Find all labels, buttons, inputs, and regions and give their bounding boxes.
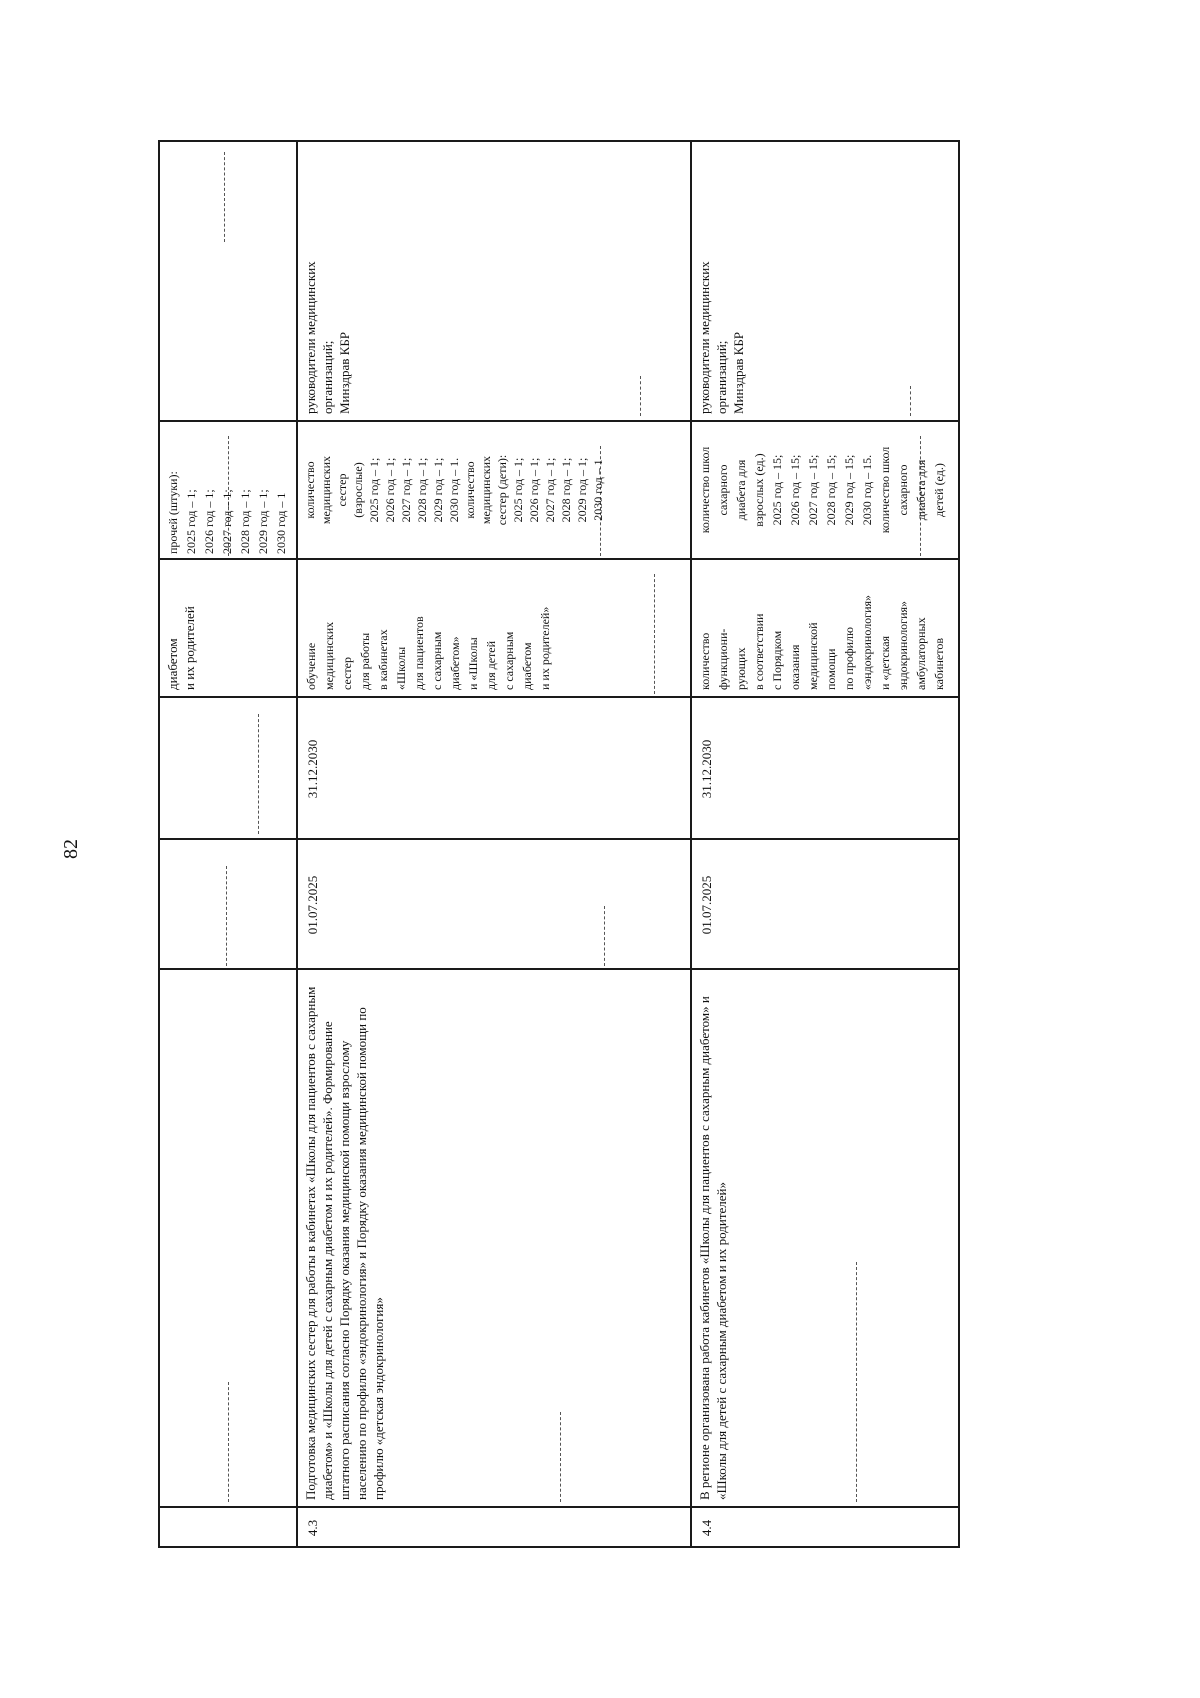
table-right-border: [158, 140, 960, 142]
scan-artifact: [910, 386, 911, 416]
column-divider: [158, 558, 960, 560]
start-date: 01.07.2025: [305, 875, 320, 935]
table-left-border: [158, 1546, 960, 1548]
row-title: Подготовка медицинских сестер для работы в кабинетах «Школы для пациентов с сахарным диабетом» и «Школы для детей с сахарным диабетом и их родителей». Формирование штатного расписания согласно Порядку оказания медицинской помощи взрослому населению по профилю «эндокринология» и Порядку оказания медицинской помощи по профилю «детская эндокринология»: [303, 986, 386, 1500]
start-date: 01.07.2025: [699, 875, 714, 935]
cell-responsible: руководители медицинских организаций; Минздрав КБР: [303, 261, 352, 414]
cell-indicator: количество функциони- рующих в соответствии с Порядком оказания медицинской помощи по профилю «эндокринология» и «детская эндокринология» амбулаторных кабинетов: [698, 594, 946, 690]
column-divider: [158, 1506, 960, 1508]
cell-value-continued: прочей (штуки): 2025 год – 1; 2026 год – 1; 2027 год – 1; 2028 год – 1; 2029 год – 1; 2030 год – 1: [166, 471, 288, 554]
row-divider: [296, 140, 298, 1548]
scan-artifact: [654, 574, 655, 694]
table-bottom-border: [958, 140, 960, 1548]
scan-artifact: [640, 376, 641, 416]
row-title: В регионе организована работа кабинетов «Школы для пациентов с сахарным диабетом» и «Школы для детей с сахарным диабетом и их родителей»: [697, 996, 729, 1500]
row-number: 4.3: [305, 1519, 320, 1537]
end-date: 31.12.2030: [305, 739, 320, 799]
scan-artifact: [856, 1262, 857, 1502]
column-divider: [158, 420, 960, 422]
row-number: 4.4: [699, 1519, 714, 1537]
column-divider: [158, 968, 960, 970]
scan-artifact: [228, 1382, 229, 1502]
page-number: 82: [60, 839, 82, 859]
cell-indicator: обучение медицинских сестер для работы в кабинетах «Школы для пациентов с сахарным диабетом» и «Школы для детей с сахарным диабетом и их родителей»: [304, 606, 552, 690]
cell-value: количество медицинских сестер (взрослые) 2025 год – 1; 2026 год – 1; 2027 год – 1; 2028 год – 1; 2029 год – 1; 2030 год – 1. количество медицинских сестер (дети): 2025 год – 1; 2026 год – 1; 2027 год – 1; 2028 год – 1; 2029 год – 1; 2030 год – 1: [303, 454, 605, 526]
table-top-border: [158, 140, 160, 1548]
cell-indicator-continued: диабетом и их родителей: [165, 606, 197, 690]
scan-artifact: [258, 714, 259, 834]
end-date: 31.12.2030: [699, 739, 714, 799]
row-divider: [690, 140, 692, 1548]
scan-artifact: [560, 1412, 561, 1502]
scan-artifact: [226, 866, 227, 966]
scan-artifact: [224, 152, 225, 242]
column-divider: [158, 696, 960, 698]
cell-responsible: руководители медицинских организаций; Минздрав КБР: [697, 261, 746, 414]
scan-artifact: [604, 906, 605, 966]
column-divider: [158, 838, 960, 840]
cell-value: количество школ сахарного диабета для взрослых (ед.) 2025 год – 15; 2026 год – 15; 2027 год – 15; 2028 год – 15; 2029 год – 15; 2030 год – 15. количество школ сахарного диабета для детей (ед.): [698, 446, 946, 534]
